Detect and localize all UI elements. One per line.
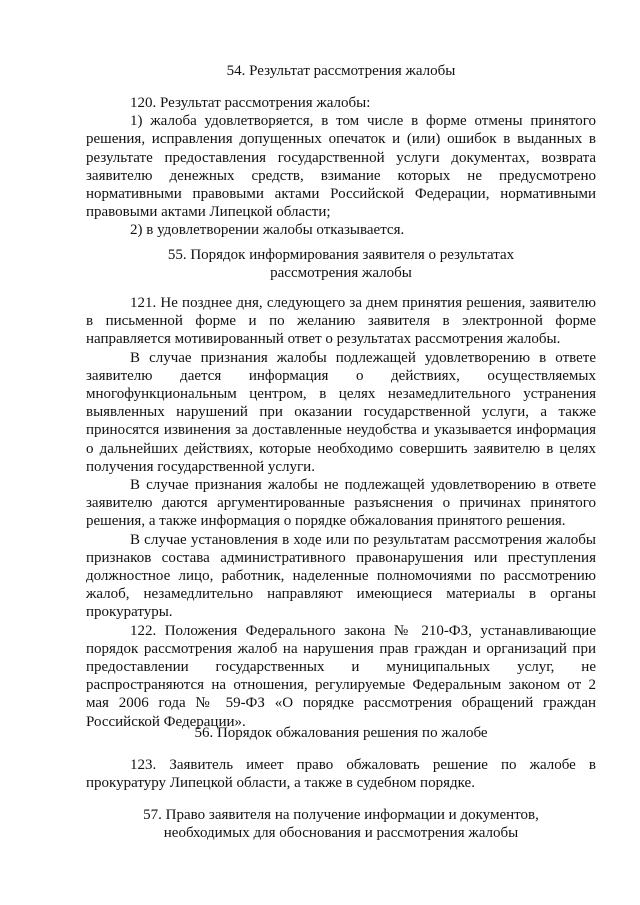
section-55-heading-line1: 55. Порядок информирования заявителя о результатах xyxy=(167,247,515,263)
section-55-heading-line2: рассмотрения жалобы xyxy=(270,265,412,282)
paragraph-violation: В случае установления в ходе или по результатам рассмотрения жалобы признаков состава административного правонарушения или преступления должностное лицо, работник, наделенные полномочиями по рассмотрению жалоб, незамедлительно направляют имеющиеся материалы в органы прокуратуры. xyxy=(86,531,596,621)
paragraph-123: 123. Заявитель имеет право обжаловать решение по жалобе в прокуратуру Липецкой области, а также в судебном порядке. xyxy=(86,757,596,792)
section-56-body xyxy=(86,756,596,792)
section-54-heading: 54. Результат рассмотрения жалобы xyxy=(226,63,456,79)
section-57-heading-line2: необходимых для обоснования и рассмотрения жалобы xyxy=(163,825,519,842)
paragraph-122: 122. Положения Федерального закона № 210-ФЗ, устанавливающие порядок рассмотрения жалоб на нарушения прав граждан и организаций при предоставлении государственных и муниципальных услуг, не распространяются на отношения, регулируемые Федеральным законом от 2 мая 2006 года № 59-ФЗ «О порядке рассмотрения обращений граждан Российской Федерации». xyxy=(86,622,596,730)
list-item-1: 1) жалоба удовлетворяется, в том числе в форме отмены принятого решения, исправления допущенных опечаток и (или) ошибок в выданных в результате предоставления государственной услуги документах, возврата заявителю денежных средств, взимание которых не предусмотрено нормативными правовыми актами Российской Федерации, нормативными правовыми актами Липецкой области; xyxy=(86,113,596,221)
paragraph-satisfied: В случае признания жалобы подлежащей удовлетворению в ответе заявителю дается информация о действиях, осуществляемых многофункциональным центром, в целях незамедлительного устранения выявленных нарушений при оказании государственной услуги, а также приносятся извинения за доставленные неудобства и указывается информация о дальнейших действиях, которые необходимо совершить заявителю в целях получения государственной услуги. xyxy=(86,349,596,475)
list-item-2: 2) в удовлетворении жалобы отказывается. xyxy=(130,222,405,239)
paragraph-120-intro: 120. Результат рассмотрения жалобы: xyxy=(130,95,371,111)
section-55-body xyxy=(86,294,596,731)
section-56-heading: 56. Порядок обжалования решения по жалобе xyxy=(194,725,488,741)
paragraph-rejected: В случае признания жалобы не подлежащей удовлетворению в ответе заявителю даются аргументированные разъяснения о причинах принятого решения, а также информация о порядке обжалования принятого решения. xyxy=(86,477,596,530)
section-57-heading xyxy=(86,806,596,842)
section-54-body xyxy=(86,94,596,240)
section-57-heading-line1: 57. Право заявителя на получение информации и документов, xyxy=(143,807,539,823)
section-55-heading xyxy=(86,246,596,282)
paragraph-121: 121. Не позднее дня, следующего за днем принятия решения, заявителю в письменной форме и по желанию заявителя в электронной форме направляется мотивированный ответ о результатах рассмотрения жалобы. xyxy=(86,295,596,348)
